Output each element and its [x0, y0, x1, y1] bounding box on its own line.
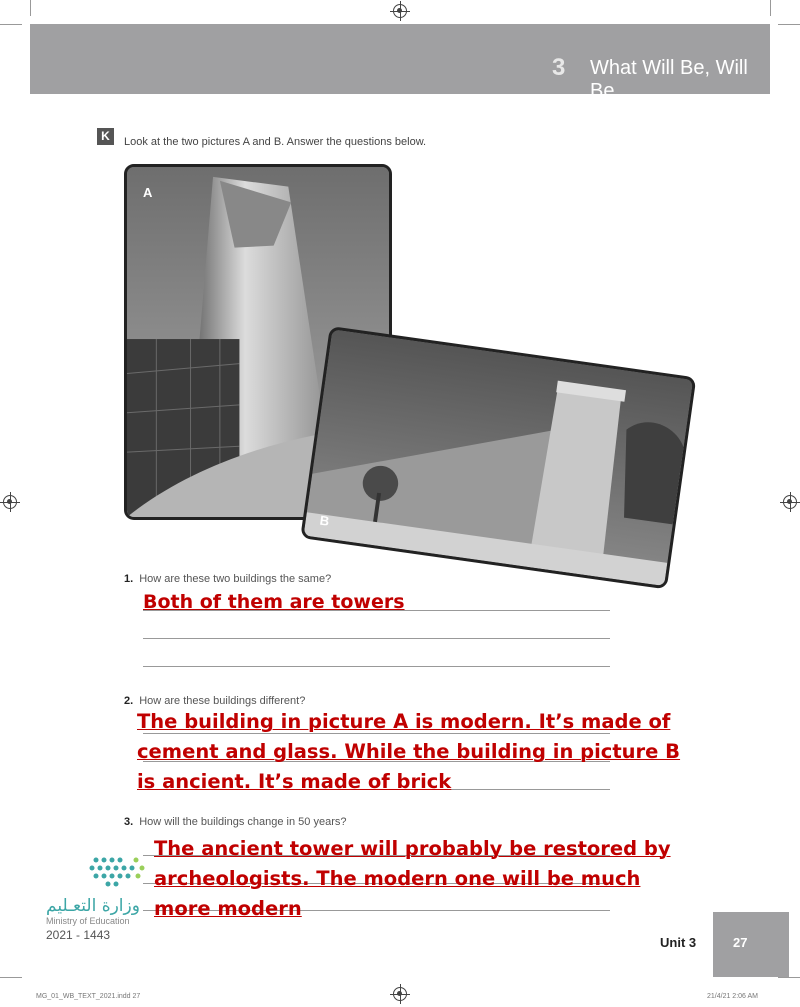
answer-line-text: cement and glass. While the building in picture B	[137, 740, 681, 763]
question-number: 2.	[124, 695, 134, 707]
picture-b-label: B	[318, 512, 331, 529]
ministry-arabic-name: وزارة التعـليم	[46, 896, 140, 916]
ancient-tower-illustration	[304, 329, 693, 586]
question-number: 1.	[124, 573, 134, 585]
question-2	[124, 695, 305, 707]
answer-line-text: is ancient. It’s made of brick	[137, 770, 452, 793]
answer-3[interactable]	[154, 834, 671, 924]
print-slug-left: MG_01_WB_TEXT_2021.indd 27	[36, 993, 141, 1000]
question-text: How are these buildings different?	[139, 695, 306, 707]
picture-b-ancient-tower	[300, 326, 696, 589]
registration-mark-icon	[3, 495, 17, 509]
answer-line-text: The ancient tower will probably be restored by	[154, 837, 671, 860]
question-text: How will the buildings change in 50 years?	[139, 816, 347, 828]
unit-header-band	[30, 24, 770, 102]
ministry-logo	[46, 854, 156, 944]
picture-a-label: A	[143, 185, 153, 200]
answer-line-text: Both of them are towers	[143, 591, 405, 613]
crop-mark	[0, 24, 22, 25]
question-number: 3.	[124, 816, 134, 828]
registration-mark-icon	[783, 495, 797, 509]
answer-line-text: archeologists. The modern one will be much	[154, 867, 641, 890]
ministry-english-name: Ministry of Education	[46, 916, 130, 926]
crop-mark	[778, 24, 800, 25]
answer-line	[143, 638, 610, 639]
ministry-years: 2021 - 1443	[46, 928, 111, 942]
answer-line-text: more modern	[154, 897, 302, 920]
crop-mark	[778, 977, 800, 978]
footer-unit-label: Unit 3	[660, 935, 697, 950]
registration-mark-icon	[393, 4, 407, 18]
answer-1[interactable]	[143, 591, 405, 613]
print-slug-right: 21/4/21 2:06 AM	[707, 993, 758, 1000]
question-1	[124, 573, 331, 585]
unit-number: 3	[552, 54, 566, 81]
answer-2[interactable]	[137, 707, 680, 797]
answer-line-text: The building in picture A is modern. It’s made of	[137, 710, 671, 733]
page-number: 27	[733, 935, 748, 950]
exercise-instruction: Look at the two pictures A and B. Answer the questions below.	[124, 136, 427, 148]
ministry-dots-icon	[46, 854, 156, 894]
crop-mark	[770, 0, 771, 16]
page-number-box	[713, 912, 789, 977]
crop-mark	[0, 977, 22, 978]
registration-mark-icon	[393, 987, 407, 1001]
unit-title: What Will Be, Will Be	[590, 57, 748, 102]
crop-mark	[30, 0, 31, 16]
question-3	[124, 816, 346, 828]
answer-line	[143, 666, 610, 667]
exercise-badge: K	[97, 128, 114, 145]
question-text: How are these two buildings the same?	[139, 573, 332, 585]
